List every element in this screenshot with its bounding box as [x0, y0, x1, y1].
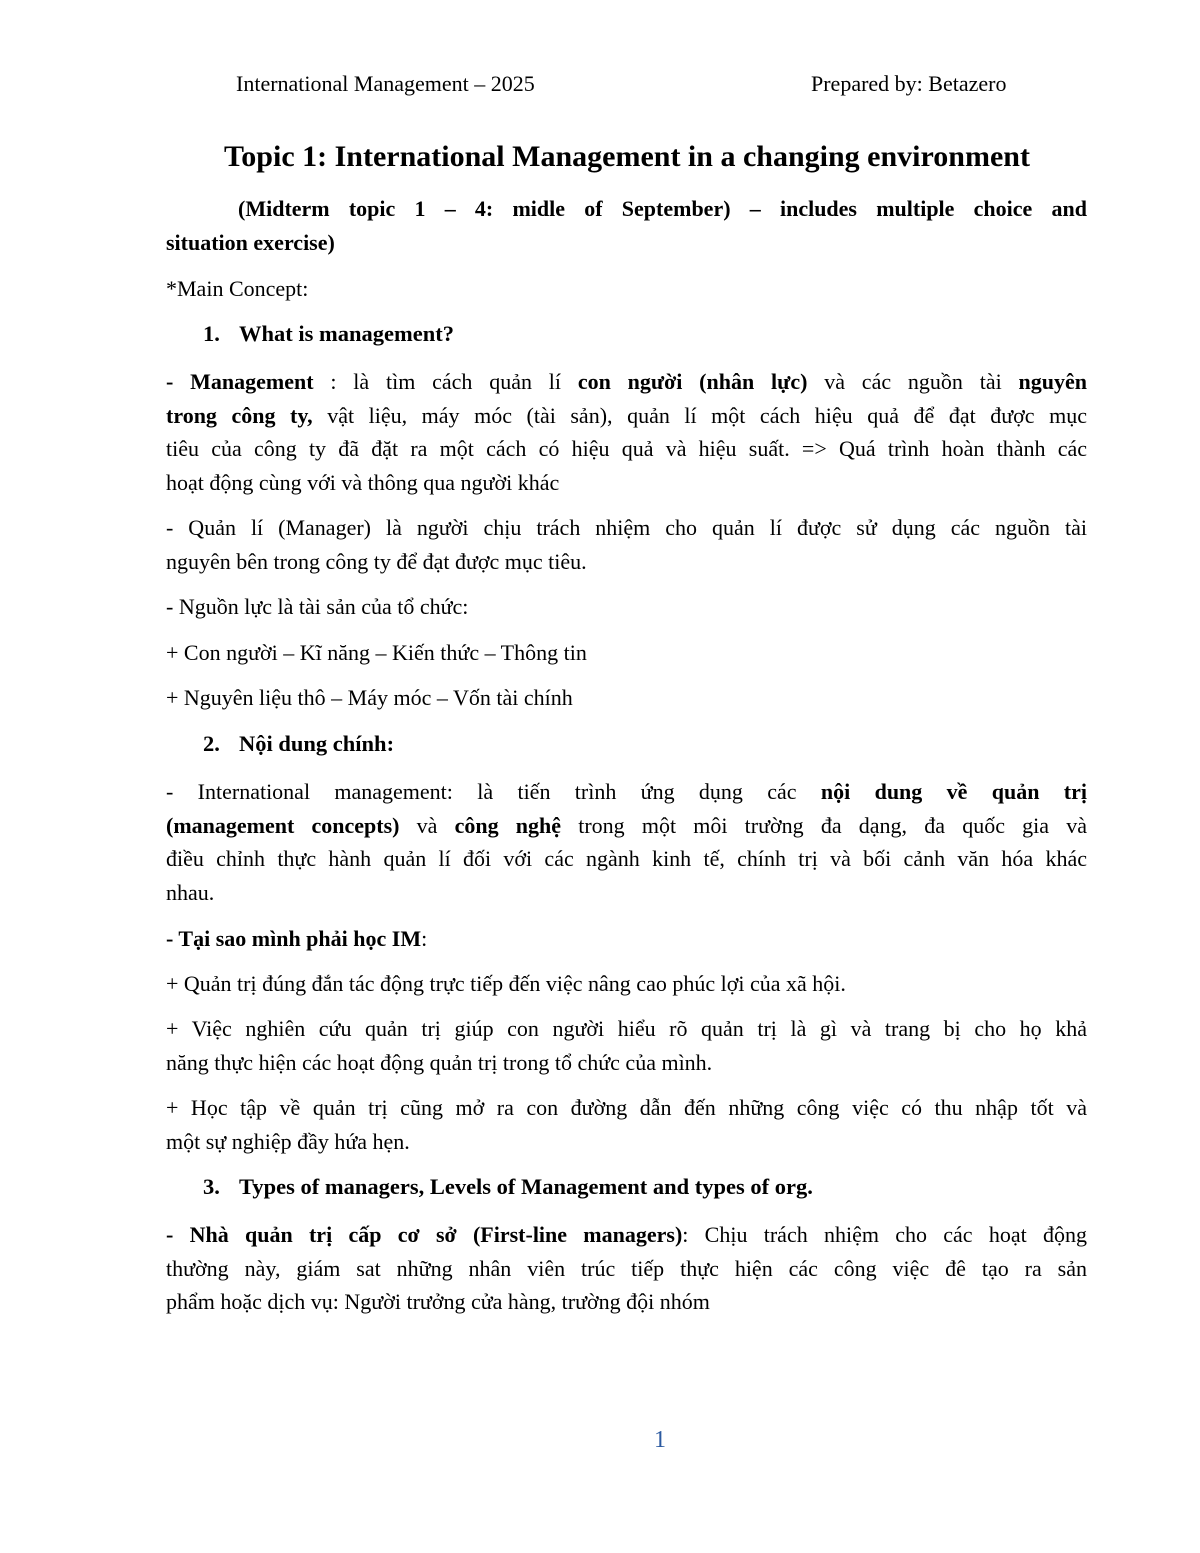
why-study-item-3: + Học tập về quản trị cũng mở ra con đường dẫn đến những công việc có thu nhập tốt và một sự nghiệp đầy hứa hẹn. [166, 1095, 1087, 1154]
paragraph-management: - Management : là tìm cách quản lí con người (nhân lực) và các nguồn tài nguyên trong công ty, vật liệu, máy móc (tài sản), quản lí một cách hiệu quả để đạt được mục tiêu của công ty đã đặt ra một cách có hiệu quả và hiệu suất. => Quá trình hoàn thành các hoạt động cùng với và thông qua người khác [166, 369, 1087, 495]
midterm-note-line-2: situation exercise) [166, 229, 335, 255]
why-study-item-2: + Việc nghiên cứu quản trị giúp con người hiểu rõ quản trị là gì và trang bị cho họ khả năng thực hiện các hoạt động quản trị trong tổ chức của mình. [166, 1016, 1087, 1075]
paragraph-international-management: - International management: là tiến trình ứng dụng các nội dung về quản trị (management concepts) và công nghệ trong một môi trường đa dạng, đa quốc gia và điều chỉnh thực hành quản lí đối với các ngành kinh tế, chính trị và bối cảnh văn hóa khác nhau. [166, 779, 1087, 905]
page-number: 1 [654, 1427, 666, 1453]
page-title: Topic 1: International Management in a changing environment [224, 140, 1030, 173]
main-concept-label: *Main Concept: [166, 276, 309, 301]
header-right: Prepared by: Betazero [811, 71, 1007, 96]
section-heading-3: 3. Types of managers, Levels of Management and types of org. [203, 1174, 813, 1199]
header-left: International Management – 2025 [236, 71, 535, 96]
section-heading-1: 1. What is management? [203, 321, 454, 346]
paragraph-manager: - Quản lí (Manager) là người chịu trách nhiệm cho quản lí được sử dụng các nguồn tài nguyên bên trong công ty để đạt được mục tiêu. [166, 515, 1087, 574]
paragraph-first-line-managers: - Nhà quản trị cấp cơ sở (First-line managers): Chịu trách nhiệm cho các hoạt động thường này, giám sat những nhân viên trúc tiếp thực hiện các công việc đê tạo ra sản phẩm hoặc dịch vụ: Người trưởng cửa hàng, trường đội nhóm [166, 1222, 1087, 1314]
why-study-heading: - Tại sao mình phải học IM: [166, 926, 428, 951]
resources-intro: - Nguồn lực là tài sản của tổ chức: [166, 594, 469, 619]
midterm-note [166, 192, 1087, 259]
resources-item-1: + Con người – Kĩ năng – Kiến thức – Thông tin [166, 640, 587, 665]
resources-item-2: + Nguyên liệu thô – Máy móc – Vốn tài chính [166, 685, 573, 710]
why-study-item-1: + Quản trị đúng đắn tác động trực tiếp đến việc nâng cao phúc lợi của xã hội. [166, 971, 846, 996]
midterm-note-line-1: (Midterm topic 1 – 4: midle of September) – includes multiple choice and [238, 196, 1087, 221]
section-heading-2: 2. Nội dung chính: [203, 731, 395, 756]
